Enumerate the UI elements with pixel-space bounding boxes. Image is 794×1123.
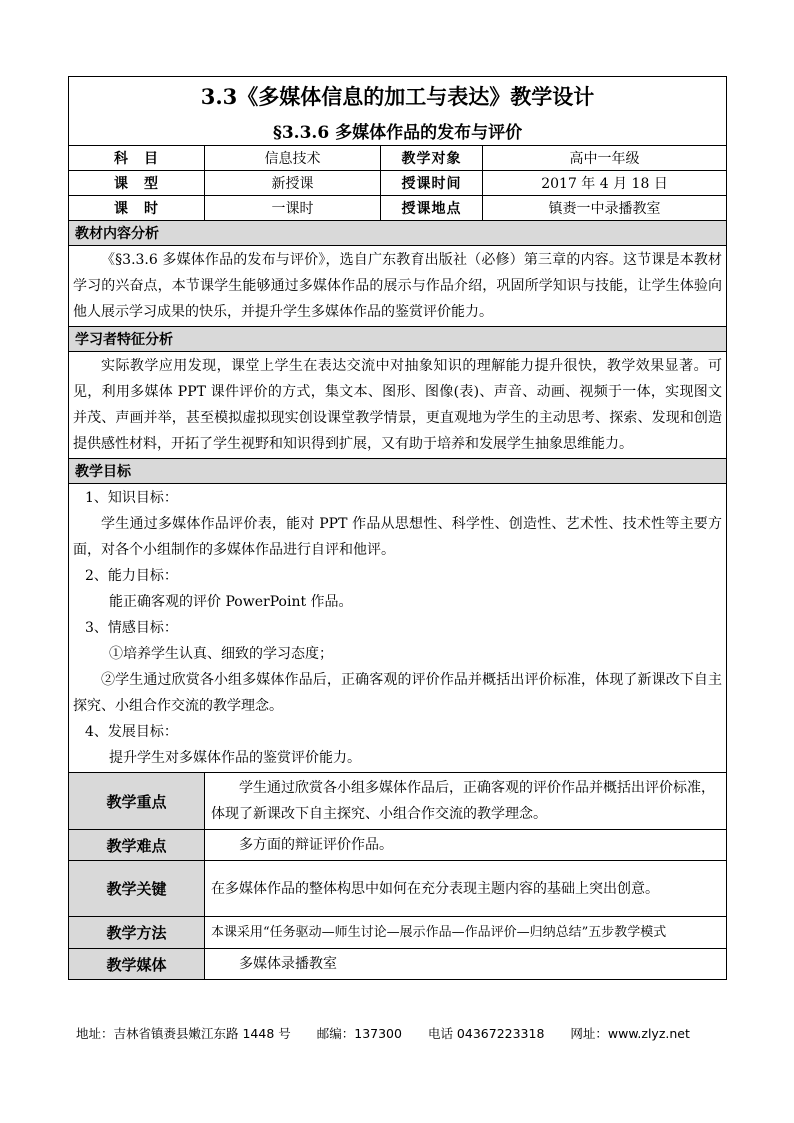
learner-analysis-body — [69, 352, 727, 459]
key-value: 在多媒体作品的整体构思中如何在充分表现主题内容的基础上突出创意。 — [205, 861, 727, 917]
page-footer — [76, 1024, 712, 1042]
difficulty-label: 教学难点 — [69, 830, 205, 861]
content-analysis-heading: 教材内容分析 — [69, 221, 727, 246]
footer-phone: 电话 04367223318 — [427, 1026, 545, 1041]
development-goal-title: 4、发展目标： — [85, 724, 178, 740]
date-label: 授课时间 — [381, 171, 483, 196]
date-value: 2017 年 4 月 18 日 — [483, 171, 727, 196]
document-subtitle: §3.3.6 多媒体作品的发布与评价 — [69, 115, 727, 146]
learner-analysis-text: 实际教学应用发现，课堂上学生在表达交流中对抽象知识的理解能力提升很快，教学效果显著。可见，利用多媒体 PPT 课件评价的方式，集文本、图形、图像(表)、声音、动画、视频于一体，实现图文并茂、声画并举，甚至模拟虚拟现实创设课堂教学情景，更直观地为学生的主动思考、探索、发现和创造提供感性材料，开拓了学生视野和知识得到扩展，又有助于培养和发展学生抽象思维能力。 — [73, 358, 723, 452]
key-label: 教学关键 — [69, 861, 205, 917]
lesson-plan-sheet — [68, 76, 726, 980]
info-row-hours — [69, 196, 727, 221]
media-value: 多媒体录播教室 — [205, 949, 727, 980]
focus-label: 教学重点 — [69, 773, 205, 830]
content-analysis-body — [69, 246, 727, 327]
objectives-heading: 教学目标 — [69, 459, 727, 484]
footer-website: 网址：www.zlyz.net — [570, 1026, 690, 1041]
audience-value: 高中一年级 — [483, 146, 727, 171]
focus-value: 学生通过欣赏各小组多媒体作品后，正确客观的评价作品并概括出评价标准，体现了新课改下自主探究、小组合作交流的教学理念。 — [205, 773, 727, 830]
document-title: 3.3《多媒体信息的加工与表达》教学设计 — [69, 77, 727, 116]
type-value: 新授课 — [205, 171, 381, 196]
audience-label: 教学对象 — [381, 146, 483, 171]
subject-label: 科 目 — [69, 146, 205, 171]
ability-goal-text: 能正确客观的评价 PowerPoint 作品。 — [109, 594, 353, 610]
difficulty-row — [69, 830, 727, 861]
method-label: 教学方法 — [69, 917, 205, 949]
footer-address: 地址：吉林省镇赉县嫩江东路 1448 号 — [76, 1026, 291, 1041]
place-value: 镇赉一中录播教室 — [483, 196, 727, 221]
learner-analysis-heading: 学习者特征分析 — [69, 327, 727, 352]
method-value: 本课采用“任务驱动—师生讨论—展示作品—作品评价—归纳总结”五步教学模式 — [205, 917, 727, 949]
ability-goal-title: 2、能力目标： — [85, 568, 178, 584]
objectives-body — [69, 484, 727, 773]
media-row — [69, 949, 727, 980]
footer-postcode: 邮编：137300 — [316, 1026, 402, 1041]
emotion-goal-text-1: ①培养学生认真、细致的学习态度； — [109, 646, 333, 662]
focus-row — [69, 773, 727, 830]
subject-value: 信息技术 — [205, 146, 381, 171]
info-row-type — [69, 171, 727, 196]
lesson-plan-table — [68, 76, 727, 980]
type-label: 课 型 — [69, 171, 205, 196]
info-row-subject — [69, 146, 727, 171]
knowledge-goal-text: 学生通过多媒体作品评价表，能对 PPT 作品从思想性、科学性、创造性、艺术性、技术性等主要方面，对各个小组制作的多媒体作品进行自评和他评。 — [73, 516, 723, 558]
emotion-goal-title: 3、情感目标： — [85, 620, 178, 636]
content-analysis-text: 《§3.3.6 多媒体作品的发布与评价》，选自广东教育出版社（必修）第三章的内容。这节课是本教材学习的兴奋点，本节课学生能够通过多媒体作品的展示与作品介绍，巩固所学知识与技能，让学生体验向他人展示学习成果的快乐，并提升学生多媒体作品的鉴赏评价能力。 — [73, 252, 723, 320]
place-label: 授课地点 — [381, 196, 483, 221]
knowledge-goal-title: 1、知识目标： — [85, 490, 178, 506]
difficulty-value: 多方面的辩证评价作品。 — [205, 830, 727, 861]
hours-label: 课 时 — [69, 196, 205, 221]
key-row — [69, 861, 727, 917]
media-label: 教学媒体 — [69, 949, 205, 980]
development-goal-text: 提升学生对多媒体作品的鉴赏评价能力。 — [109, 750, 361, 766]
emotion-goal-text-2: ②学生通过欣赏各小组多媒体作品后，正确客观的评价作品并概括出评价标准，体现了新课改下自主探究、小组合作交流的教学理念。 — [73, 672, 723, 714]
hours-value: 一课时 — [205, 196, 381, 221]
method-row — [69, 917, 727, 949]
